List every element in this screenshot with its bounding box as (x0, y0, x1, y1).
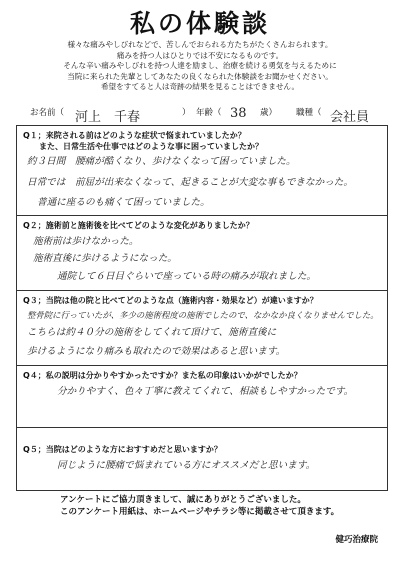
question-text (23, 130, 263, 152)
question-line: また、日常生活や仕事ではどのような事に困っていましたか？ (23, 142, 263, 151)
intro-line: 希望をすてると人は奇跡の結果を見ることはできません。 (100, 82, 300, 92)
answer-line: 整骨院に行っていたが、多少の施術程度の施術でしたので、なかなか良くなりませんでした。 (27, 310, 379, 320)
page-title: 私の体験談 (129, 9, 270, 38)
answer-line: 歩けるようになり痛みも取れたので効果はあると思います。 (27, 346, 286, 357)
footer-line: アンケートにご協力頂きまして、誠にありがとうございました。 (60, 495, 306, 505)
clinic-name: 健巧治療院 (335, 535, 378, 545)
intro-line: 痛みを持つ人はひとりでは不安になるものです。 (116, 50, 284, 60)
question-text (23, 295, 318, 306)
footer-text (60, 494, 339, 518)
age-unit: 歳） (260, 108, 278, 118)
question-box-1 (16, 125, 388, 217)
intro-line: そんな辛い痛みやしびれを持つ人達を励まし、治療を続ける勇気を与えるために (63, 61, 337, 71)
name-value: 河上 千春 (75, 110, 141, 125)
answer-line: 通院して６日目ぐらいで座っている時の痛みが取れました。 (57, 271, 317, 282)
question-box-5 (16, 427, 388, 491)
answer-line: 施術直後に歩けるようになった。 (33, 253, 177, 264)
question-box-2 (16, 215, 388, 292)
answer-line: 分かりやすく、色々丁寧に教えてくれて、相談もしやすかったです。 (57, 386, 354, 397)
question-text (23, 370, 302, 381)
question-text (23, 220, 254, 231)
footer-line: このアンケート用紙は、ホームページやチラシ等に掲載させて頂きます。 (60, 507, 340, 517)
name-close: ） (182, 108, 191, 118)
answer-line: 施術前は歩けなかった。 (33, 236, 139, 247)
question-line: Q５；当院はどのような方におすすめだと思いますか？ (23, 445, 222, 454)
question-line: Q４；私の説明は分かりやすかったですか？また私の印象はいかがでしたか？ (23, 371, 302, 380)
question-text (23, 444, 222, 455)
intro-line: 当院に来られた先輩としてあなたの良くなられた体験談をお聞かせください。 (67, 71, 333, 81)
question-box-4 (16, 365, 388, 429)
question-line: Q２；施術前と施術後を比べてどのような変化がありましたか？ (23, 221, 254, 230)
answer-line: 普通に座るのも痛くて困っていました。 (37, 197, 210, 208)
question-line: Q３；当院は他の院と比べてどのような点（施術内容・効果など）が違いますか？ (23, 296, 318, 305)
age-value: 38 (230, 106, 247, 121)
answer-line: 約３日間 腰痛が酷くなり、歩けなくなって困っていました。 (27, 156, 296, 167)
answer-line: こちらは約４０分の施術をしてくれて頂けて、施術直後に (27, 327, 277, 338)
intro-text (0, 40, 400, 93)
profile-row (30, 100, 390, 125)
answer-line: 日常では 前屈が出来なくなって、起きることが大変な事もできなかった。 (27, 177, 353, 188)
job-value: 会社員 (330, 110, 370, 125)
intro-line: 様々な痛みやしびれなどで、苦しんでおられる方たちがたくさんおられます。 (67, 40, 333, 49)
question-box-3 (16, 290, 388, 367)
answer-line: 同じように腰痛で悩まれている方にオススメだと思います。 (57, 460, 316, 471)
job-label: 職種（ (296, 108, 322, 118)
name-label: お名前（ (30, 108, 65, 118)
question-line: Q１；来院される前はどのような症状で悩まれていましたか？ (23, 131, 246, 140)
age-label: 年齢（ (196, 108, 222, 118)
